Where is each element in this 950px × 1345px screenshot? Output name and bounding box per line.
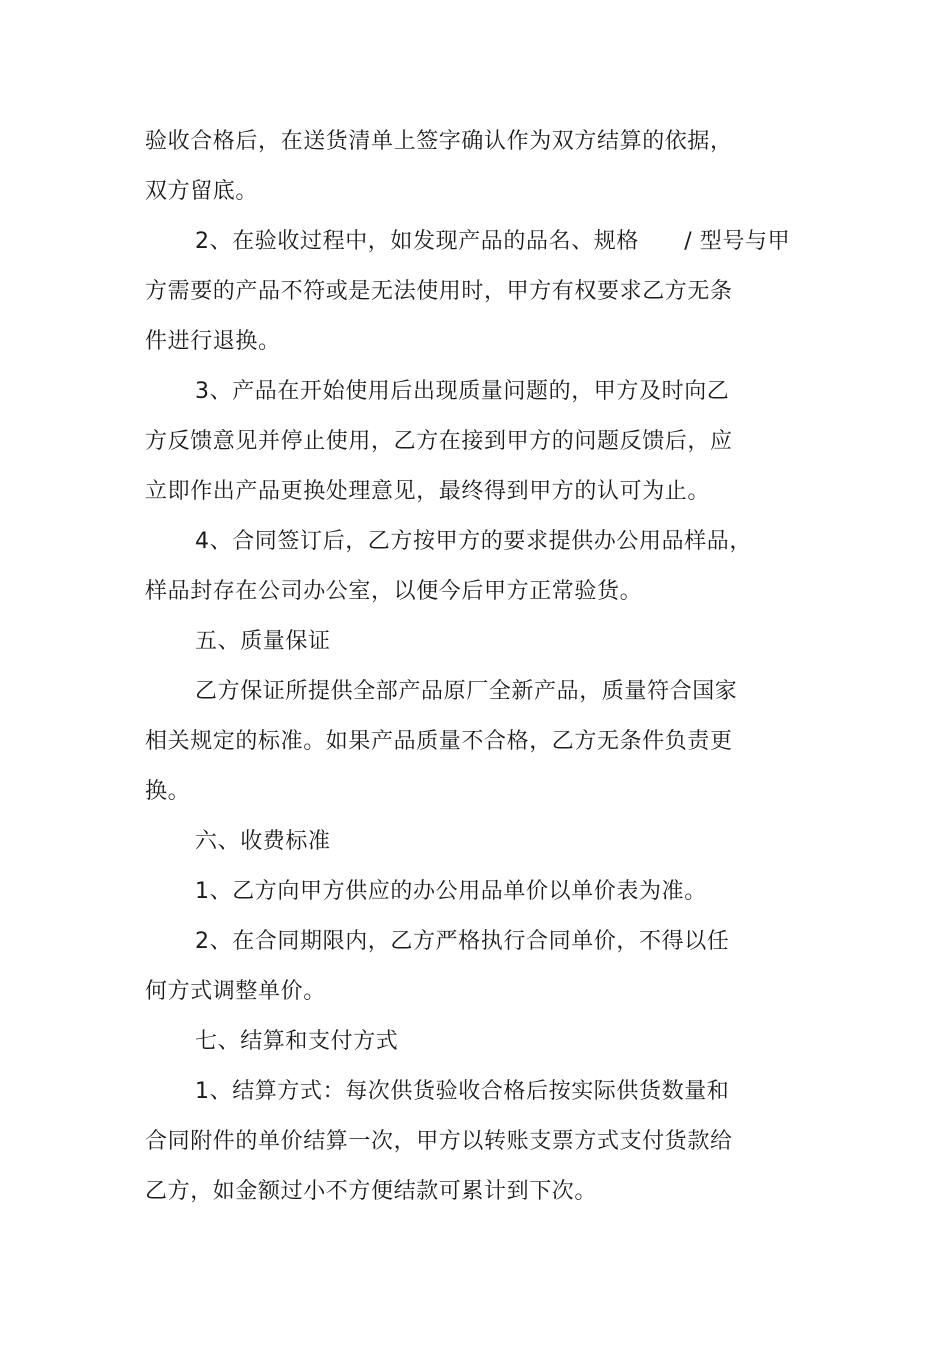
text-line: 乙方，如金额过小不方便结款可累计到下次。 xyxy=(145,1179,598,1204)
section-heading: 六、收费标准 xyxy=(195,829,331,854)
text-line: 验收合格后，在送货清单上签字确认作为双方结算的依据， xyxy=(145,129,733,154)
section-heading: 七、结算和支付方式 xyxy=(195,1029,399,1054)
section-heading: 五、质量保证 xyxy=(195,629,331,654)
text-line: 何方式调整单价。 xyxy=(145,979,326,1004)
paragraph-line: 3、产品在开始使用后出现质量问题的，甲方及时向乙 xyxy=(195,379,730,404)
paragraph-line: 2、在合同期限内，乙方严格执行合同单价，不得以任 xyxy=(195,929,730,954)
text-line: 样品封存在公司办公室，以便今后甲方正常验货。 xyxy=(145,579,643,604)
text-line: 换。 xyxy=(145,779,191,804)
text-line: 方反馈意见并停止使用，乙方在接到甲方的问题反馈后，应 xyxy=(145,429,733,454)
paragraph-line: 4、合同签订后，乙方按甲方的要求提供办公用品样品， xyxy=(195,529,752,554)
text-line: 方需要的产品不符或是无法使用时，甲方有权要求乙方无条 xyxy=(145,279,733,304)
paragraph-line: 2、在验收过程中，如发现产品的品名、规格 / 型号与甲 xyxy=(195,229,791,254)
text-line: 合同附件的单价结算一次，甲方以转账支票方式支付货款给 xyxy=(145,1129,733,1154)
paragraph-line: 1、乙方向甲方供应的办公用品单价以单价表为准。 xyxy=(195,879,707,904)
text-line: 立即作出产品更换处理意见，最终得到甲方的认可为止。 xyxy=(145,479,711,504)
paragraph-line: 乙方保证所提供全部产品原厂全新产品，质量符合国家 xyxy=(195,679,738,704)
text-line: 双方留底。 xyxy=(145,179,259,204)
text-line: 相关规定的标准。如果产品质量不合格，乙方无条件负责更 xyxy=(145,729,733,754)
text-line: 件进行退换。 xyxy=(145,329,281,354)
paragraph-line: 1、结算方式：每次供货验收合格后按实际供货数量和 xyxy=(195,1079,730,1104)
